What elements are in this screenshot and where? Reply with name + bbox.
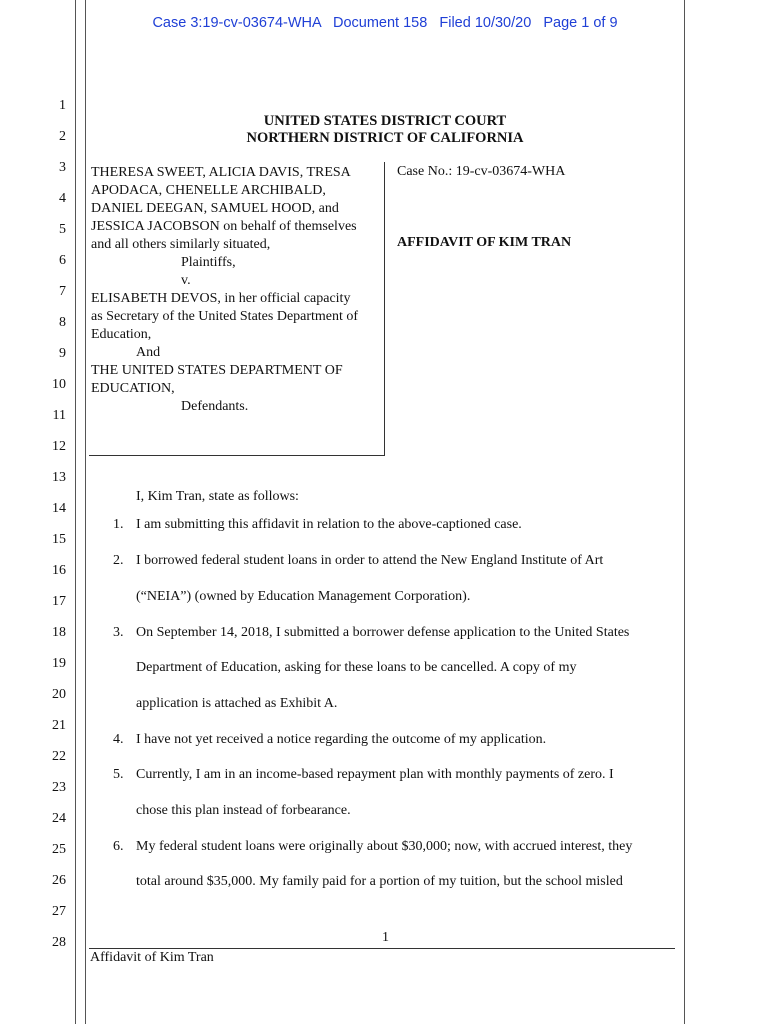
line-number: 8 xyxy=(59,315,66,330)
line-number: 5 xyxy=(59,222,66,237)
paragraph-number: 5. xyxy=(113,767,124,782)
paragraph-line: I have not yet received a notice regarding the outcome of my application. xyxy=(136,732,547,747)
line-number: 6 xyxy=(59,253,66,268)
line-number: 22 xyxy=(52,749,66,764)
paragraph-line: Currently, I am in an income-based repayment plan with monthly payments of zero. I xyxy=(136,767,614,782)
caption-parties xyxy=(91,164,383,416)
paragraph-line: My federal student loans were originally about $30,000; now, with accrued interest, they xyxy=(136,839,633,854)
line-number: 23 xyxy=(52,780,66,795)
court-name: UNITED STATES DISTRICT COURT xyxy=(263,113,507,129)
line-number: 18 xyxy=(52,625,66,640)
line-number: 9 xyxy=(59,346,66,361)
left-margin-rule-outer xyxy=(75,0,76,1024)
caption-line: as Secretary of the United States Department of xyxy=(91,309,359,324)
caption-line: THE UNITED STATES DEPARTMENT OF xyxy=(91,363,343,378)
paragraph-line: total around $35,000. My family paid for a portion of my tuition, but the school misled xyxy=(136,874,623,889)
defendants-label: Defendants. xyxy=(181,399,249,414)
line-number: 17 xyxy=(52,594,66,609)
line-number: 11 xyxy=(52,408,66,423)
right-margin-rule xyxy=(684,0,685,1024)
caption-line: APODACA, CHENELLE ARCHIBALD, xyxy=(91,183,326,198)
paragraph-number: 4. xyxy=(113,732,124,747)
caption-line: Education, xyxy=(91,327,152,342)
paragraph-line: chose this plan instead of forbearance. xyxy=(136,803,351,818)
paragraph-number: 1. xyxy=(113,517,124,532)
line-number: 28 xyxy=(52,935,66,950)
caption-line: ELISABETH DEVOS, in her official capacity xyxy=(91,291,351,306)
footer-rule xyxy=(89,948,675,949)
line-number: 3 xyxy=(59,160,66,175)
case-number: Case No.: 19-cv-03674-WHA xyxy=(397,164,566,179)
left-margin-rule-inner xyxy=(85,0,86,1024)
paragraph-line: (“NEIA”) (owned by Education Management Corporation). xyxy=(136,589,471,604)
ecf-header: Case 3:19-cv-03674-WHA Document 158 Filed 10/30/20 Page 1 of 9 xyxy=(152,15,618,31)
line-number: 19 xyxy=(52,656,66,671)
paragraph-number: 6. xyxy=(113,839,124,854)
footer-title: Affidavit of Kim Tran xyxy=(90,950,214,965)
line-number: 13 xyxy=(52,470,66,485)
line-number: 16 xyxy=(52,563,66,578)
paragraph-line: application is attached as Exhibit A. xyxy=(136,696,338,711)
line-number: 4 xyxy=(59,191,66,206)
paragraph-number: 2. xyxy=(113,553,124,568)
caption-line: THERESA SWEET, ALICIA DAVIS, TRESA xyxy=(91,165,351,180)
and-label: And xyxy=(136,345,161,360)
caption-line: EDUCATION, xyxy=(91,381,175,396)
paragraph-number: 3. xyxy=(113,625,124,640)
caption-box-right-border xyxy=(384,162,385,456)
line-number: 26 xyxy=(52,873,66,888)
caption-box-bottom-border xyxy=(89,455,385,456)
line-number: 1 xyxy=(59,98,66,113)
paragraph-line: Department of Education, asking for these loans to be cancelled. A copy of my xyxy=(136,660,577,675)
line-number: 25 xyxy=(52,842,66,857)
line-number: 12 xyxy=(52,439,66,454)
line-number: 10 xyxy=(52,377,66,392)
line-number: 20 xyxy=(52,687,66,702)
versus-label: v. xyxy=(181,273,191,288)
court-district: NORTHERN DISTRICT OF CALIFORNIA xyxy=(246,130,524,146)
line-number: 14 xyxy=(52,501,66,516)
caption-line: JESSICA JACOBSON on behalf of themselves xyxy=(91,219,357,234)
plaintiffs-label: Plaintiffs, xyxy=(181,255,236,270)
line-number: 15 xyxy=(52,532,66,547)
line-number: 21 xyxy=(52,718,66,733)
intro-statement: I, Kim Tran, state as follows: xyxy=(136,489,299,504)
document-title: AFFIDAVIT OF KIM TRAN xyxy=(397,235,572,250)
line-number: 7 xyxy=(59,284,66,299)
page-number: 1 xyxy=(382,930,389,945)
paragraph-line: I am submitting this affidavit in relation to the above-captioned case. xyxy=(136,517,522,532)
paragraph-line: On September 14, 2018, I submitted a borrower defense application to the United States xyxy=(136,625,630,640)
paragraph-line: I borrowed federal student loans in order to attend the New England Institute of Art xyxy=(136,553,604,568)
line-number: 27 xyxy=(52,904,66,919)
caption-line: DANIEL DEEGAN, SAMUEL HOOD, and xyxy=(91,201,339,216)
caption-line: and all others similarly situated, xyxy=(91,237,271,252)
line-number: 2 xyxy=(59,129,66,144)
line-number: 24 xyxy=(52,811,66,826)
